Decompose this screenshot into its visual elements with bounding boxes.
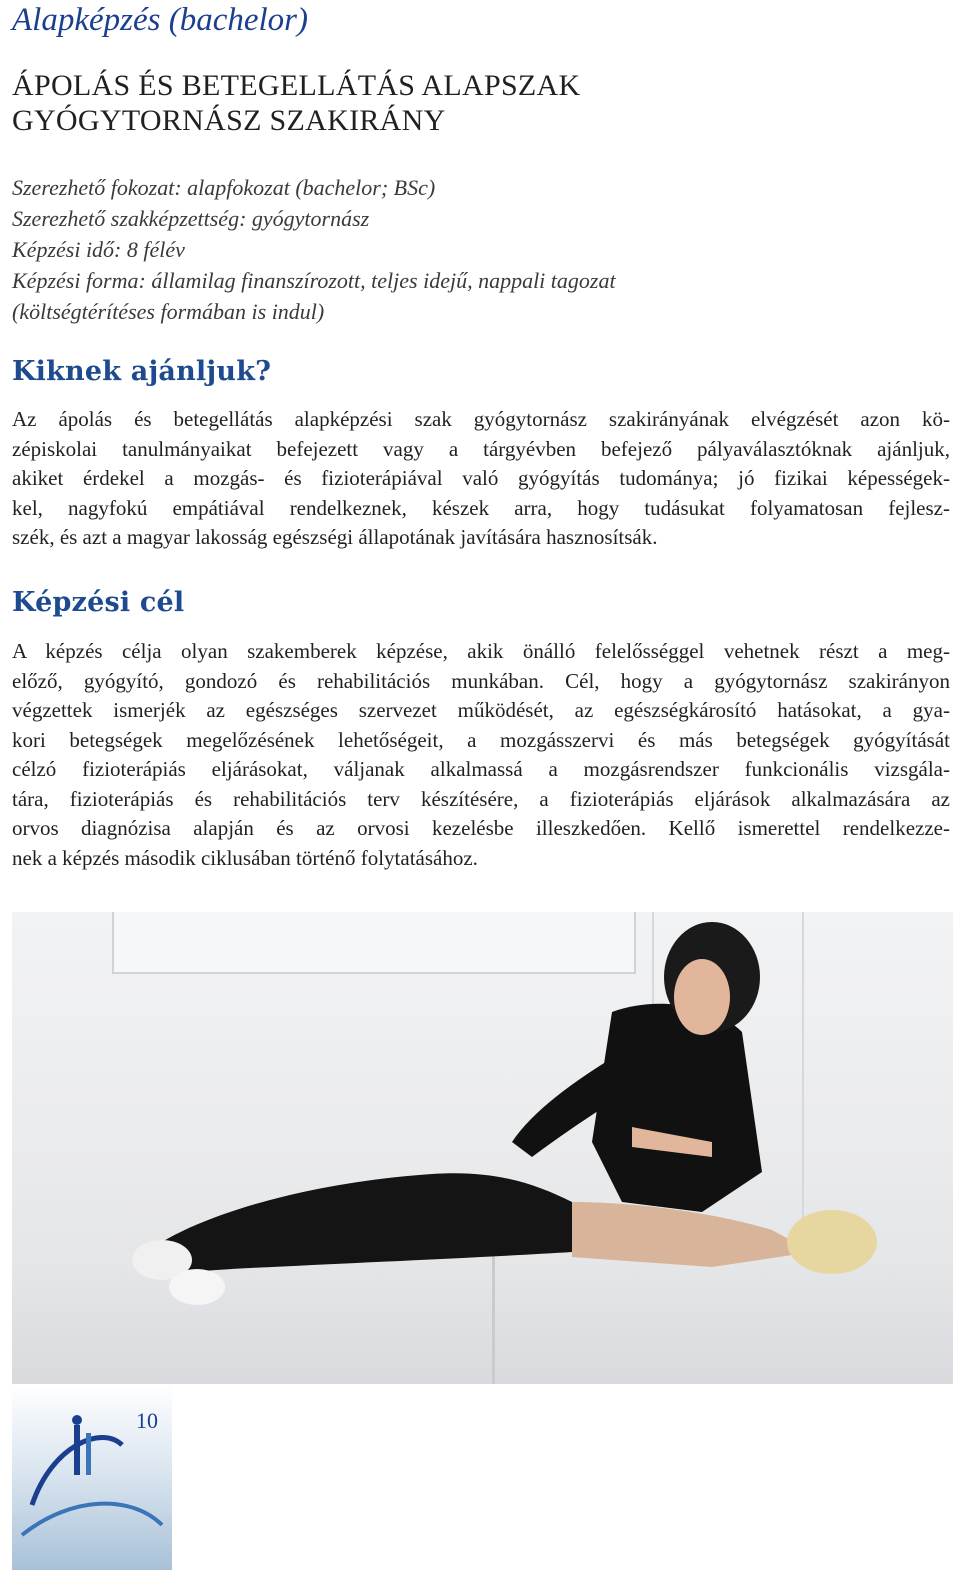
detail-form-note: (költségtérítéses formában is indul) bbox=[12, 299, 325, 324]
paragraph-line: tára, fizioterápiás és rehabilitációs terv készítésére, a fizioterápiás eljárások alkalmazására az bbox=[12, 786, 950, 811]
detail-qualification: Szerezhető szakképzettség: gyógytornász bbox=[12, 206, 370, 231]
paragraph-line: kori betegségek megelőzésének lehetőségeit, a mozgásszervi és más betegségek gyógyítását bbox=[12, 727, 950, 752]
paragraph-line: Az ápolás és betegellátás alapképzési szak gyógytornász szakirányának elvégzését azon kö- bbox=[12, 407, 950, 431]
kepzesi-cel-heading: Képzési cél bbox=[12, 587, 185, 618]
paragraph-line: orvos diagnózisa alapján és az orvosi kezelésbe illeszkedően. Kellő ismerettel rendelkezze- bbox=[12, 816, 950, 840]
kepzesi-cel-paragraph bbox=[12, 637, 950, 873]
page-title bbox=[12, 68, 581, 138]
physiotherapy-photo bbox=[12, 912, 953, 1384]
section-header: Alapképzés (bachelor) bbox=[12, 2, 308, 38]
paragraph-line: zépiskolai tanulmányaikat befejezett vagy a tárgyévben befejező pályaválasztóknak ajánljuk, bbox=[12, 436, 950, 461]
kiknek-heading: Kiknek ajánljuk? bbox=[12, 356, 272, 387]
paragraph-line: célzó fizioterápiás eljárásokat, váljanak alkalmassá a mozgásrendszer funkcionális vizsgála- bbox=[12, 757, 950, 781]
paragraph-line: szék, és azt a magyar lakosság egészségi állapotának javítására hasznosítsák. bbox=[12, 525, 658, 549]
paragraph-line: nek a képzés második ciklusában történő folytatásához. bbox=[12, 845, 478, 870]
paragraph-line: kel, nagyfokú empátiával rendelkeznek, készek arra, hogy tudásukat folyamatosan fejlesz- bbox=[12, 495, 950, 520]
program-details bbox=[12, 172, 616, 327]
figures-illustration bbox=[12, 912, 953, 1384]
detail-form: Képzési forma: államilag finanszírozott, teljes idejű, nappali tagozat bbox=[12, 268, 616, 293]
detail-degree: Szerezhető fokozat: alapfokozat (bachelor; BSc) bbox=[12, 175, 436, 200]
paragraph-line: akiket érdekel a mozgás- és fizioterápiával való gyógyítás tudománya; jó fizikai képességek- bbox=[12, 466, 950, 490]
title-line-1: ÁPOLÁS ÉS BETEGELLÁTÁS ALAPSZAK bbox=[12, 69, 581, 102]
paragraph-line: végzettek ismerjék az egészséges szervezet működését, az egészségkárosító hatásokat, a gya- bbox=[12, 698, 950, 722]
paragraph-line: előző, gyógyító, gondozó és rehabilitációs munkában. Cél, hogy a gyógytornász szakirányon bbox=[12, 668, 950, 693]
detail-duration: Képzési idő: 8 félév bbox=[12, 237, 185, 262]
page-number: 10 bbox=[136, 1408, 158, 1433]
paragraph-line: A képzés célja olyan szakemberek képzése, akik önálló felelősséggel vehetnek részt a meg- bbox=[12, 639, 950, 663]
kiknek-paragraph bbox=[12, 405, 950, 553]
title-line-2: GYÓGYTORNÁSZ SZAKIRÁNY bbox=[12, 104, 446, 137]
